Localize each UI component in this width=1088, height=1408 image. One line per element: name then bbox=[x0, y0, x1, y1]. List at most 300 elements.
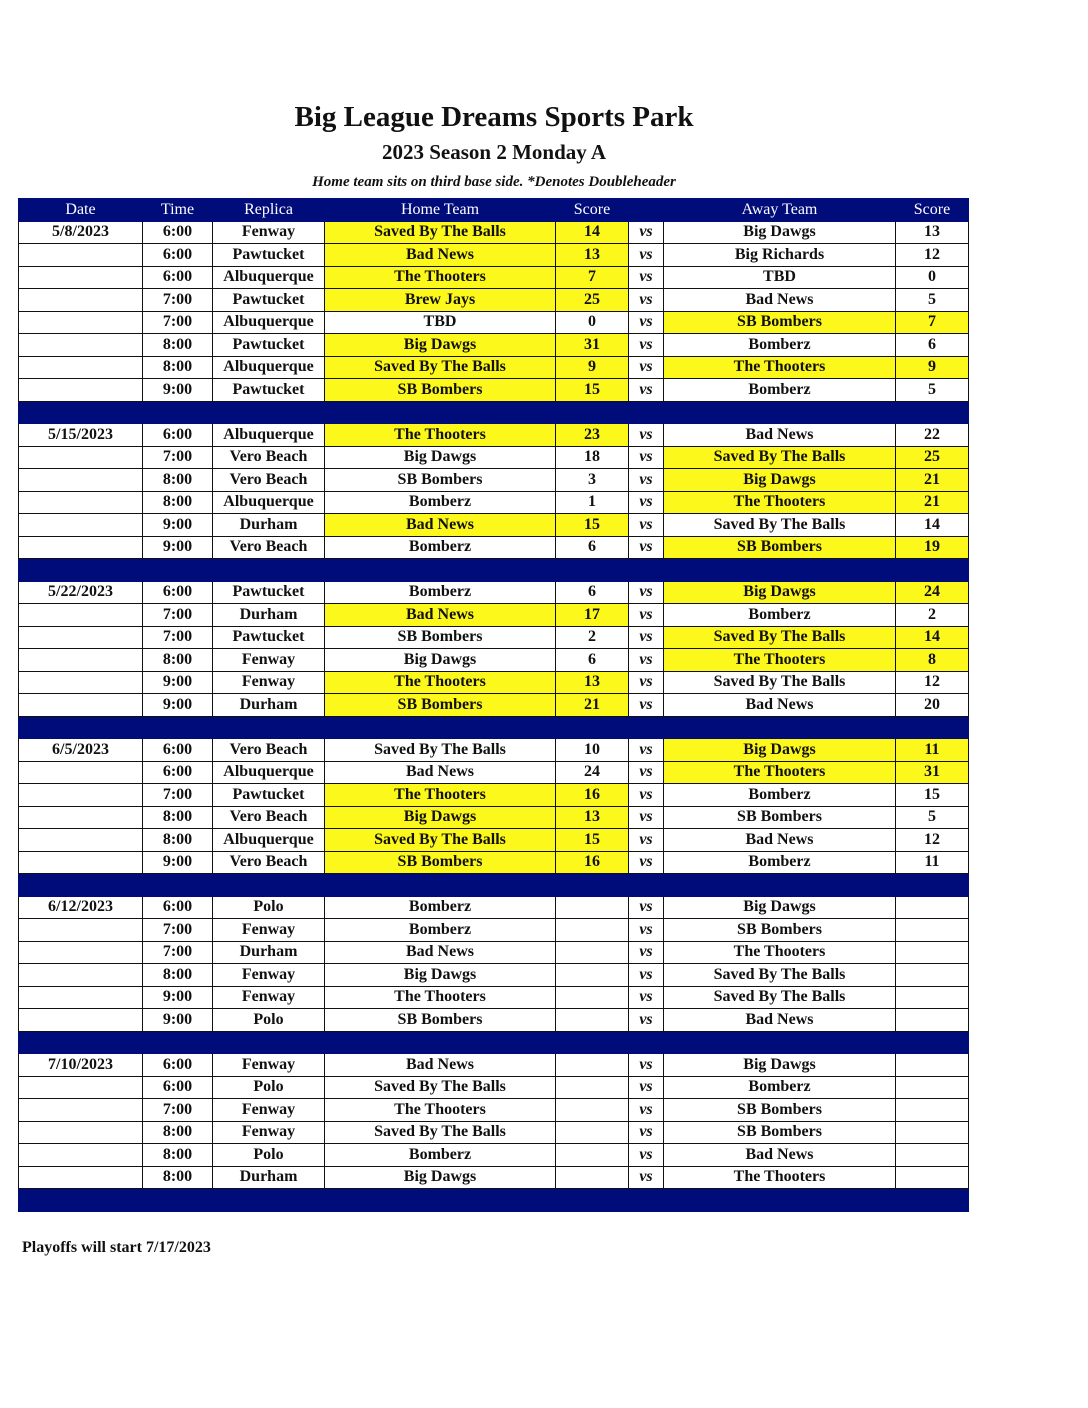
game-date bbox=[19, 694, 143, 717]
away-team: Bomberz bbox=[664, 1076, 896, 1099]
game-row bbox=[19, 311, 969, 334]
home-team: Saved By The Balls bbox=[325, 739, 556, 762]
away-team: SB Bombers bbox=[664, 311, 896, 334]
game-replica: Pawtucket bbox=[213, 626, 325, 649]
separator-cell bbox=[143, 1031, 213, 1054]
vs-label: vs bbox=[629, 941, 664, 964]
away-score: 9 bbox=[896, 356, 969, 379]
away-score: 24 bbox=[896, 581, 969, 604]
game-replica: Pawtucket bbox=[213, 289, 325, 312]
home-score bbox=[556, 1144, 629, 1167]
separator-cell bbox=[664, 1031, 896, 1054]
game-row bbox=[19, 334, 969, 357]
separator-cell bbox=[143, 874, 213, 897]
vs-label: vs bbox=[629, 1054, 664, 1077]
page-title: Big League Dreams Sports Park bbox=[294, 101, 694, 133]
home-team: Saved By The Balls bbox=[325, 1121, 556, 1144]
game-date bbox=[19, 356, 143, 379]
game-row bbox=[19, 469, 969, 492]
game-row bbox=[19, 379, 969, 402]
away-team: Saved By The Balls bbox=[664, 986, 896, 1009]
game-time: 6:00 bbox=[143, 266, 213, 289]
separator-cell bbox=[213, 716, 325, 739]
away-team: Bad News bbox=[664, 829, 896, 852]
game-date: 6/12/2023 bbox=[19, 896, 143, 919]
separator-cell bbox=[664, 401, 896, 424]
away-score: 20 bbox=[896, 694, 969, 717]
away-team: Bomberz bbox=[664, 604, 896, 627]
separator-cell bbox=[213, 401, 325, 424]
game-date: 5/8/2023 bbox=[19, 221, 143, 244]
separator-cell bbox=[19, 559, 143, 582]
game-row bbox=[19, 649, 969, 672]
game-replica: Albuquerque bbox=[213, 761, 325, 784]
game-time: 7:00 bbox=[143, 941, 213, 964]
separator-cell bbox=[896, 1031, 969, 1054]
game-date bbox=[19, 941, 143, 964]
vs-label: vs bbox=[629, 806, 664, 829]
separator-cell bbox=[325, 1189, 556, 1212]
game-replica: Vero Beach bbox=[213, 536, 325, 559]
away-team: The Thooters bbox=[664, 491, 896, 514]
game-time: 9:00 bbox=[143, 851, 213, 874]
home-score: 0 bbox=[556, 311, 629, 334]
home-score: 6 bbox=[556, 649, 629, 672]
game-replica: Albuquerque bbox=[213, 266, 325, 289]
away-team: Big Richards bbox=[664, 244, 896, 267]
separator-cell bbox=[629, 1031, 664, 1054]
home-team: Big Dawgs bbox=[325, 649, 556, 672]
game-date bbox=[19, 986, 143, 1009]
home-score: 6 bbox=[556, 536, 629, 559]
game-time: 6:00 bbox=[143, 221, 213, 244]
schedule-body bbox=[19, 221, 969, 1211]
vs-label: vs bbox=[629, 649, 664, 672]
home-team: Saved By The Balls bbox=[325, 829, 556, 852]
home-team: Bad News bbox=[325, 604, 556, 627]
away-score bbox=[896, 986, 969, 1009]
away-score: 12 bbox=[896, 671, 969, 694]
away-score bbox=[896, 1099, 969, 1122]
game-date bbox=[19, 1144, 143, 1167]
away-team: Bad News bbox=[664, 1144, 896, 1167]
away-team: The Thooters bbox=[664, 649, 896, 672]
home-score: 13 bbox=[556, 671, 629, 694]
vs-label: vs bbox=[629, 334, 664, 357]
game-row bbox=[19, 829, 969, 852]
away-score: 31 bbox=[896, 761, 969, 784]
game-time: 7:00 bbox=[143, 784, 213, 807]
separator-cell bbox=[325, 716, 556, 739]
vs-label: vs bbox=[629, 784, 664, 807]
game-time: 8:00 bbox=[143, 356, 213, 379]
home-team: Big Dawgs bbox=[325, 446, 556, 469]
game-time: 6:00 bbox=[143, 424, 213, 447]
away-team: Saved By The Balls bbox=[664, 446, 896, 469]
game-replica: Durham bbox=[213, 694, 325, 717]
home-score bbox=[556, 1076, 629, 1099]
game-time: 7:00 bbox=[143, 311, 213, 334]
game-date: 5/15/2023 bbox=[19, 424, 143, 447]
game-date bbox=[19, 311, 143, 334]
vs-label: vs bbox=[629, 491, 664, 514]
separator-cell bbox=[556, 716, 629, 739]
home-team: Bomberz bbox=[325, 581, 556, 604]
home-score: 21 bbox=[556, 694, 629, 717]
away-score: 22 bbox=[896, 424, 969, 447]
separator-cell bbox=[213, 874, 325, 897]
game-time: 8:00 bbox=[143, 1121, 213, 1144]
away-team: Saved By The Balls bbox=[664, 514, 896, 537]
home-score: 15 bbox=[556, 514, 629, 537]
separator-cell bbox=[143, 716, 213, 739]
away-team: SB Bombers bbox=[664, 1099, 896, 1122]
separator-cell bbox=[143, 559, 213, 582]
home-team: Bomberz bbox=[325, 536, 556, 559]
home-score: 9 bbox=[556, 356, 629, 379]
game-time: 9:00 bbox=[143, 671, 213, 694]
game-replica: Fenway bbox=[213, 649, 325, 672]
vs-label: vs bbox=[629, 829, 664, 852]
game-replica: Durham bbox=[213, 514, 325, 537]
game-row bbox=[19, 806, 969, 829]
home-score: 7 bbox=[556, 266, 629, 289]
home-team: Bad News bbox=[325, 1054, 556, 1077]
separator-cell bbox=[143, 401, 213, 424]
game-date: 6/5/2023 bbox=[19, 739, 143, 762]
away-team: The Thooters bbox=[664, 761, 896, 784]
game-replica: Albuquerque bbox=[213, 491, 325, 514]
separator-cell bbox=[896, 1189, 969, 1212]
game-row bbox=[19, 851, 969, 874]
game-time: 7:00 bbox=[143, 604, 213, 627]
vs-label: vs bbox=[629, 1121, 664, 1144]
vs-label: vs bbox=[629, 424, 664, 447]
away-score: 13 bbox=[896, 221, 969, 244]
game-date bbox=[19, 649, 143, 672]
vs-label: vs bbox=[629, 1099, 664, 1122]
game-row bbox=[19, 694, 969, 717]
home-team: SB Bombers bbox=[325, 1009, 556, 1032]
home-score: 13 bbox=[556, 806, 629, 829]
home-team: SB Bombers bbox=[325, 694, 556, 717]
separator-cell bbox=[556, 1189, 629, 1212]
game-time: 8:00 bbox=[143, 1166, 213, 1189]
game-row bbox=[19, 604, 969, 627]
home-score: 16 bbox=[556, 784, 629, 807]
away-team: Big Dawgs bbox=[664, 739, 896, 762]
home-team: Bad News bbox=[325, 761, 556, 784]
away-score: 14 bbox=[896, 626, 969, 649]
vs-label: vs bbox=[629, 356, 664, 379]
vs-label: vs bbox=[629, 311, 664, 334]
game-date bbox=[19, 626, 143, 649]
game-date bbox=[19, 671, 143, 694]
vs-label: vs bbox=[629, 581, 664, 604]
game-row bbox=[19, 986, 969, 1009]
schedule-note: Home team sits on third base side. *Denotes Doubleheader bbox=[312, 174, 676, 190]
vs-label: vs bbox=[629, 1144, 664, 1167]
away-score: 21 bbox=[896, 491, 969, 514]
home-team: The Thooters bbox=[325, 424, 556, 447]
game-time: 8:00 bbox=[143, 491, 213, 514]
away-team: Saved By The Balls bbox=[664, 964, 896, 987]
vs-label: vs bbox=[629, 671, 664, 694]
separator-cell bbox=[213, 1189, 325, 1212]
game-row bbox=[19, 289, 969, 312]
separator-cell bbox=[629, 1189, 664, 1212]
home-team: Bomberz bbox=[325, 1144, 556, 1167]
separator-cell bbox=[896, 401, 969, 424]
game-row bbox=[19, 1121, 969, 1144]
home-team: The Thooters bbox=[325, 671, 556, 694]
game-row bbox=[19, 221, 969, 244]
game-date bbox=[19, 784, 143, 807]
away-team: SB Bombers bbox=[664, 806, 896, 829]
away-score: 6 bbox=[896, 334, 969, 357]
game-replica: Pawtucket bbox=[213, 334, 325, 357]
week-separator-row bbox=[19, 1031, 969, 1054]
vs-label: vs bbox=[629, 1076, 664, 1099]
week-separator-row bbox=[19, 716, 969, 739]
game-row bbox=[19, 739, 969, 762]
away-team: Bad News bbox=[664, 289, 896, 312]
game-time: 8:00 bbox=[143, 334, 213, 357]
game-date bbox=[19, 806, 143, 829]
game-row bbox=[19, 1009, 969, 1032]
away-score: 7 bbox=[896, 311, 969, 334]
home-team: The Thooters bbox=[325, 266, 556, 289]
home-score bbox=[556, 1166, 629, 1189]
home-score: 6 bbox=[556, 581, 629, 604]
home-team: Saved By The Balls bbox=[325, 221, 556, 244]
home-score: 31 bbox=[556, 334, 629, 357]
home-team: Bomberz bbox=[325, 491, 556, 514]
home-team: Saved By The Balls bbox=[325, 356, 556, 379]
away-team: Bomberz bbox=[664, 851, 896, 874]
game-time: 9:00 bbox=[143, 514, 213, 537]
game-replica: Pawtucket bbox=[213, 581, 325, 604]
game-date bbox=[19, 1166, 143, 1189]
away-score: 25 bbox=[896, 446, 969, 469]
game-replica: Polo bbox=[213, 1144, 325, 1167]
home-team: Big Dawgs bbox=[325, 806, 556, 829]
game-date bbox=[19, 446, 143, 469]
vs-label: vs bbox=[629, 289, 664, 312]
separator-cell bbox=[556, 401, 629, 424]
separator-cell bbox=[325, 874, 556, 897]
game-date bbox=[19, 536, 143, 559]
away-team: Bad News bbox=[664, 694, 896, 717]
vs-label: vs bbox=[629, 514, 664, 537]
vs-label: vs bbox=[629, 626, 664, 649]
column-header-vs bbox=[629, 199, 664, 222]
home-score bbox=[556, 964, 629, 987]
away-score: 15 bbox=[896, 784, 969, 807]
vs-label: vs bbox=[629, 761, 664, 784]
away-score: 12 bbox=[896, 244, 969, 267]
game-row bbox=[19, 244, 969, 267]
game-time: 9:00 bbox=[143, 986, 213, 1009]
home-team: The Thooters bbox=[325, 1099, 556, 1122]
separator-cell bbox=[213, 1031, 325, 1054]
separator-cell bbox=[629, 874, 664, 897]
home-team: The Thooters bbox=[325, 784, 556, 807]
game-date bbox=[19, 851, 143, 874]
vs-label: vs bbox=[629, 266, 664, 289]
game-row bbox=[19, 1099, 969, 1122]
game-row bbox=[19, 761, 969, 784]
game-time: 8:00 bbox=[143, 964, 213, 987]
home-score bbox=[556, 941, 629, 964]
away-score: 12 bbox=[896, 829, 969, 852]
game-replica: Durham bbox=[213, 941, 325, 964]
game-replica: Albuquerque bbox=[213, 829, 325, 852]
away-score: 11 bbox=[896, 851, 969, 874]
away-team: The Thooters bbox=[664, 356, 896, 379]
home-score: 17 bbox=[556, 604, 629, 627]
vs-label: vs bbox=[629, 446, 664, 469]
away-team: The Thooters bbox=[664, 1166, 896, 1189]
vs-label: vs bbox=[629, 1166, 664, 1189]
vs-label: vs bbox=[629, 739, 664, 762]
separator-cell bbox=[896, 874, 969, 897]
home-team: Bad News bbox=[325, 941, 556, 964]
game-date bbox=[19, 761, 143, 784]
playoffs-note: Playoffs will start 7/17/2023 bbox=[22, 1239, 211, 1256]
game-date bbox=[19, 964, 143, 987]
home-score bbox=[556, 896, 629, 919]
home-score bbox=[556, 1121, 629, 1144]
home-score bbox=[556, 919, 629, 942]
week-separator-row bbox=[19, 401, 969, 424]
home-team: SB Bombers bbox=[325, 469, 556, 492]
home-score bbox=[556, 1009, 629, 1032]
away-team: Big Dawgs bbox=[664, 221, 896, 244]
game-row bbox=[19, 446, 969, 469]
separator-cell bbox=[896, 559, 969, 582]
away-score bbox=[896, 964, 969, 987]
game-replica: Polo bbox=[213, 1009, 325, 1032]
game-time: 6:00 bbox=[143, 739, 213, 762]
separator-cell bbox=[556, 874, 629, 897]
page-subtitle: 2023 Season 2 Monday A bbox=[381, 140, 607, 164]
game-time: 7:00 bbox=[143, 919, 213, 942]
game-time: 8:00 bbox=[143, 806, 213, 829]
game-row bbox=[19, 671, 969, 694]
game-replica: Fenway bbox=[213, 671, 325, 694]
game-time: 6:00 bbox=[143, 581, 213, 604]
game-time: 8:00 bbox=[143, 829, 213, 852]
away-score: 11 bbox=[896, 739, 969, 762]
vs-label: vs bbox=[629, 694, 664, 717]
vs-label: vs bbox=[629, 536, 664, 559]
separator-cell bbox=[664, 1189, 896, 1212]
game-time: 7:00 bbox=[143, 446, 213, 469]
away-score: 14 bbox=[896, 514, 969, 537]
home-team: Saved By The Balls bbox=[325, 1076, 556, 1099]
game-row bbox=[19, 964, 969, 987]
home-team: SB Bombers bbox=[325, 851, 556, 874]
game-time: 8:00 bbox=[143, 1144, 213, 1167]
game-replica: Polo bbox=[213, 896, 325, 919]
game-date bbox=[19, 1121, 143, 1144]
game-row bbox=[19, 919, 969, 942]
vs-label: vs bbox=[629, 221, 664, 244]
game-date: 5/22/2023 bbox=[19, 581, 143, 604]
away-team: Big Dawgs bbox=[664, 581, 896, 604]
vs-label: vs bbox=[629, 896, 664, 919]
game-replica: Fenway bbox=[213, 221, 325, 244]
vs-label: vs bbox=[629, 964, 664, 987]
game-row bbox=[19, 356, 969, 379]
vs-label: vs bbox=[629, 244, 664, 267]
separator-cell bbox=[629, 559, 664, 582]
away-team: Big Dawgs bbox=[664, 469, 896, 492]
away-team: Saved By The Balls bbox=[664, 671, 896, 694]
away-team: SB Bombers bbox=[664, 919, 896, 942]
game-time: 6:00 bbox=[143, 1054, 213, 1077]
game-replica: Vero Beach bbox=[213, 469, 325, 492]
column-header-replica: Replica bbox=[213, 199, 325, 222]
separator-cell bbox=[325, 559, 556, 582]
table-header-row bbox=[19, 199, 969, 222]
home-score: 15 bbox=[556, 379, 629, 402]
away-team: SB Bombers bbox=[664, 536, 896, 559]
away-team: TBD bbox=[664, 266, 896, 289]
home-team: SB Bombers bbox=[325, 379, 556, 402]
game-replica: Durham bbox=[213, 604, 325, 627]
game-row bbox=[19, 1166, 969, 1189]
home-team: SB Bombers bbox=[325, 626, 556, 649]
home-team: The Thooters bbox=[325, 986, 556, 1009]
home-score: 25 bbox=[556, 289, 629, 312]
home-score: 1 bbox=[556, 491, 629, 514]
home-team: Big Dawgs bbox=[325, 334, 556, 357]
away-team: Bomberz bbox=[664, 334, 896, 357]
game-row bbox=[19, 581, 969, 604]
away-team: Bomberz bbox=[664, 784, 896, 807]
separator-cell bbox=[629, 401, 664, 424]
game-date bbox=[19, 1009, 143, 1032]
away-score: 5 bbox=[896, 806, 969, 829]
away-team: SB Bombers bbox=[664, 1121, 896, 1144]
home-score: 10 bbox=[556, 739, 629, 762]
game-date bbox=[19, 491, 143, 514]
column-header-away-score: Score bbox=[896, 199, 969, 222]
home-score: 2 bbox=[556, 626, 629, 649]
separator-cell bbox=[556, 1031, 629, 1054]
home-score: 14 bbox=[556, 221, 629, 244]
column-header-time: Time bbox=[143, 199, 213, 222]
home-score bbox=[556, 1099, 629, 1122]
away-score: 8 bbox=[896, 649, 969, 672]
game-date bbox=[19, 1076, 143, 1099]
away-score: 5 bbox=[896, 379, 969, 402]
separator-cell bbox=[325, 401, 556, 424]
column-header-date: Date bbox=[19, 199, 143, 222]
game-date bbox=[19, 289, 143, 312]
game-row bbox=[19, 626, 969, 649]
vs-label: vs bbox=[629, 919, 664, 942]
home-score bbox=[556, 986, 629, 1009]
game-time: 7:00 bbox=[143, 1099, 213, 1122]
away-score bbox=[896, 1121, 969, 1144]
separator-cell bbox=[664, 716, 896, 739]
column-header-home-score: Score bbox=[556, 199, 629, 222]
game-date: 7/10/2023 bbox=[19, 1054, 143, 1077]
home-score bbox=[556, 1054, 629, 1077]
